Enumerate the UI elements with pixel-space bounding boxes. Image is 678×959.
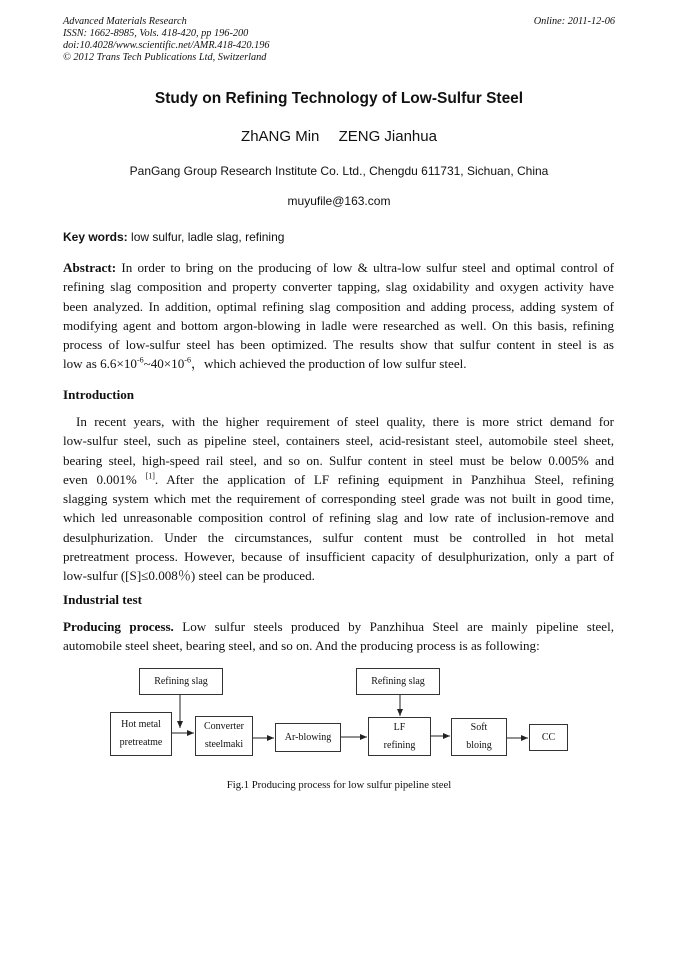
abstract-label: Abstract: xyxy=(63,260,117,275)
intro-line: bearing steel, high-speed rail steel, and so on. Sulfur content in steel must be below 0.005% and xyxy=(63,452,614,468)
producing-process-label: Producing process. xyxy=(63,619,174,634)
converter-steelmaking-box: Converter steelmaki xyxy=(195,716,253,756)
ar-blowing-box: Ar-blowing xyxy=(275,723,341,752)
copyright: © 2012 Trans Tech Publications Ltd, Switzerland xyxy=(63,52,267,63)
abstract xyxy=(63,258,614,374)
refining-slag-box-2: Refining slag xyxy=(356,668,440,695)
affiliation: PanGang Group Research Institute Co. Ltd., Chengdu 611731, Sichuan, China xyxy=(129,164,549,178)
prod-line: Producing process. Low sulfur steels produced by Panzhihua Steel are mainly pipeline steel, xyxy=(63,619,614,634)
online-date: Online: 2011-12-06 xyxy=(533,16,615,27)
industrial-test-heading: Industrial test xyxy=(63,592,142,607)
abstract-line: low as $6.6\times 10^{-6}\sim 40\times 10^{-6}$，which achieved the production of low sulfur steel. xyxy=(63,356,467,372)
intro-line: slagging system which met the requirement of corresponding steel grade was not built in good time, xyxy=(63,491,614,507)
keywords xyxy=(63,230,284,244)
abstract-line: been analyzed. In addition, optimal refining slag composition and adding process, adding system of xyxy=(63,298,614,314)
keywords-label: Key words: xyxy=(63,230,128,244)
prod-line: automobile steel sheet, bearing steel, and so on. And the producing process is as following: xyxy=(63,638,540,654)
issn: ISSN: 1662-8985, Vols. 418-420, pp 196-200 xyxy=(63,28,249,39)
abstract-line: modifying agent and bottom argon-blowing in ladle were researched as well. On this basis, refining xyxy=(63,317,614,333)
hot-metal-pretreatment-box: Hot metal pretreatme xyxy=(110,712,172,756)
flow-arrows xyxy=(0,660,678,770)
abstract-line: Abstract: In order to bring on the producing of low & ultra-low sulfur steel and optimal control of xyxy=(63,260,614,275)
abstract-line: refining slag composition and property converter tapping, slag oxidability and oxygen activity have xyxy=(63,279,614,295)
intro-line: which led unreasonable composition control of refining slag and low rate of inclusion-remove and xyxy=(63,510,614,526)
refining-slag-box-1: Refining slag xyxy=(139,668,223,695)
author-2: ZENG Jianhua xyxy=(338,128,437,145)
introduction-heading: Introduction xyxy=(63,387,135,402)
author-1: ZhANG Min xyxy=(241,128,320,145)
figure-caption: Fig.1 Producing process for low sulfur pipeline steel xyxy=(226,779,452,791)
journal-name: Advanced Materials Research xyxy=(63,16,187,27)
cc-box: CC xyxy=(529,724,568,751)
paper-title: Study on Refining Technology of Low-Sulfur Steel xyxy=(154,90,524,107)
intro-line: even 0.001% [1]. After the application of LF refining equipment in Panzhihua Steel, refining xyxy=(63,471,614,487)
authors xyxy=(0,128,678,145)
process-flow-diagram xyxy=(0,660,678,770)
email: muyufile@163.com xyxy=(287,194,391,208)
intro-line: low-sulfur steel, such as pipeline steel, containers steel, acid-resistant steel, automobile steel sheet, xyxy=(63,433,614,449)
abstract-line: process of low-sulfur steel has been optimized. The results show that sulfur content in steel is as xyxy=(63,337,614,353)
soft-blowing-box: Soft bloing xyxy=(451,718,507,756)
intro-line: In recent years, with the higher requirement of steel quality, there is more strict demand for xyxy=(76,414,614,429)
lf-refining-box: LF refining xyxy=(368,717,431,756)
producing-process-text xyxy=(63,617,614,656)
intro-line: desulphurization. Under the circumstances, sulfur content must be controlled in hot metal xyxy=(63,529,614,545)
introduction-body xyxy=(63,412,614,586)
doi: doi:10.4028/www.scientific.net/AMR.418-420.196 xyxy=(63,40,270,51)
keywords-text: low sulfur, ladle slag, refining xyxy=(127,230,285,244)
intro-line: pretreatment process. However, because of insufficient capacity of desulphurization, only a part of xyxy=(63,549,614,565)
journal-header xyxy=(63,16,270,64)
citation: [1] xyxy=(145,471,155,481)
intro-line: low-sulfur ([S]≤0.008％) steel can be produced. xyxy=(63,568,315,584)
